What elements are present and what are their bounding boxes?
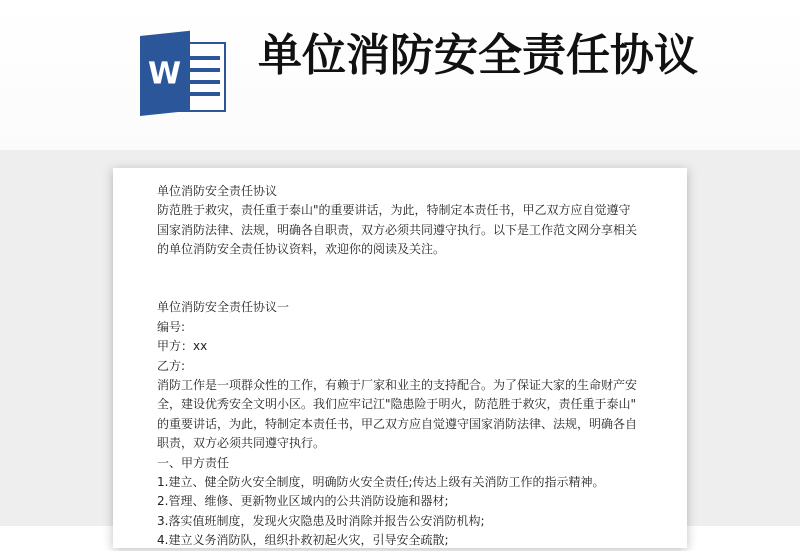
clause-item: 2.管理、维修、更新物业区域内的公共消防设施和器材;	[157, 494, 449, 509]
body-line: 全，建设优秀安全文明小区。我们应牢记江"隐患险于明火，防范胜于救灾，责任重于泰山"	[157, 397, 637, 412]
clause-item: 4.建立义务消防队，组织扑救初起火灾，引导安全疏散;	[157, 533, 449, 548]
sheet-line	[186, 68, 220, 72]
body-line: 的重要讲话，为此，特制定本责任书，甲乙双方应自觉遵守国家消防法律、法规，明确各自	[157, 416, 638, 431]
field-party-b: 乙方:	[157, 358, 186, 373]
clause-item: 3.落实值班制度，发现火灾隐患及时消除并报告公安消防机构;	[157, 513, 485, 528]
word-document-icon	[140, 36, 228, 116]
document-title: 单位消防安全责任协议	[258, 30, 698, 81]
paragraph-gap	[157, 260, 657, 299]
intro-line: 防范胜于救灾，责任重于泰山"的重要讲话，为此，特制定本责任书，甲乙双方应自觉遵守	[157, 203, 631, 218]
body-line: 职责，双方必须共同遵守执行。	[157, 436, 326, 451]
word-badge	[140, 31, 190, 116]
intro-line: 的单位消防安全责任协议资料，欢迎你的阅读及关注。	[157, 242, 446, 257]
field-party-a: 甲方：xx	[157, 339, 208, 354]
intro-line: 国家消防法律、法规，明确各自职责，双方必须共同遵守执行。以下是工作范文网分享相关	[157, 222, 638, 237]
intro-title: 单位消防安全责任协议	[157, 184, 278, 198]
sheet-line	[186, 56, 220, 60]
sheet-line	[186, 80, 220, 84]
sheet-line	[186, 92, 220, 96]
section-title: 单位消防安全责任协议一	[157, 300, 290, 315]
field-number: 编号:	[157, 319, 186, 334]
body-line: 消防工作是一项群众性的工作，有赖于厂家和业主的支持配合。为了保证大家的生命财产安	[157, 378, 638, 393]
clause-heading: 一、甲方责任	[157, 455, 230, 470]
document-body	[157, 182, 657, 551]
document-page	[113, 168, 687, 548]
word-letter: W	[148, 55, 182, 91]
clause-item: 1.建立、健全防火安全制度，明确防火安全责任;传达上级有关消防工作的指示精神。	[157, 475, 605, 490]
